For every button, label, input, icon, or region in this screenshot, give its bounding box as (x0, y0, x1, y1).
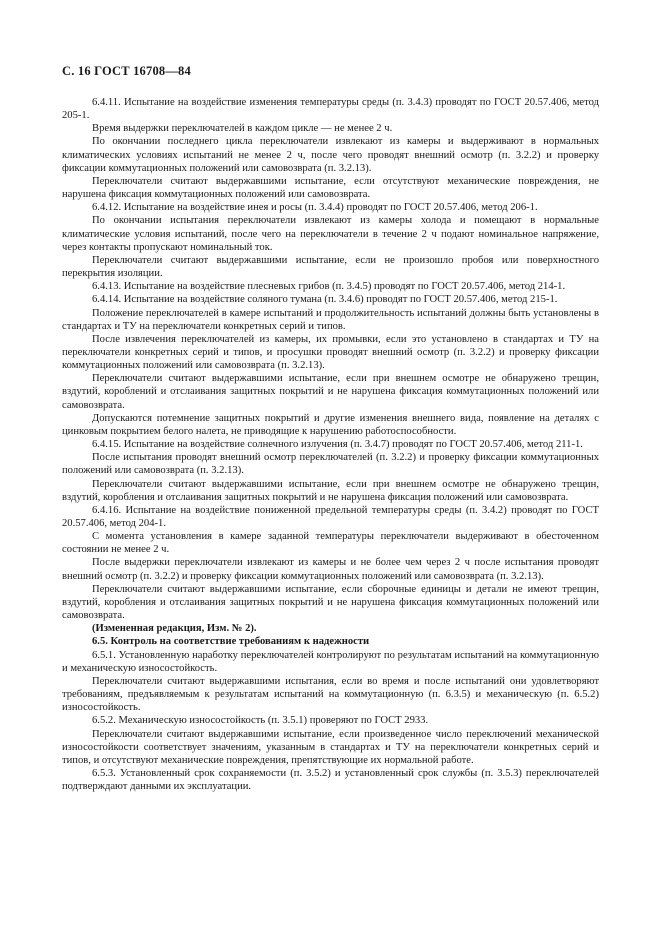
paragraph: 6.5.2. Механическую износостойкость (п. 3.5.1) проверяют по ГОСТ 2933. (92, 715, 429, 727)
paragraph: (Измененная редакция, Изм. № 2). (92, 623, 257, 635)
paragraph: 6.5.3. Установленный срок сохраняемости (п. 3.5.2) и установленный срок службы (п. 3.5.3) переключателей подтверждают данными их эксплуатации. (62, 767, 599, 793)
paragraph: 6.5.1. Установленную наработку переключателей контролируют по результатам испытаний на коммутационную и механическую износостойкость. (62, 649, 599, 674)
paragraph: После выдержки переключатели извлекают из камеры и не более чем через 2 ч после испытания проводят внешний осмотр (п. 3.2.2) и проверку фиксации коммутационных положений или самовозврата (п. 3.2.13). (62, 557, 599, 582)
paragraph: 6.5. Контроль на соответствие требованиям к надежности (92, 636, 370, 648)
paragraph: Переключатели считают выдержавшими испытание, если при внешнем осмотре не обнаружено трещин, вздутий, короблений и отслаивания защитных покрытий и не нарушена фиксация коммутационных положений или самовозврата. (62, 373, 599, 411)
paragraph: Переключатели считают выдержавшими испытания, если во время и после испытаний они удовлетворяют требованиям, предъявляемым к результатам испытаний на коммутационную (п. 6.3.5) и механическую (п. 6.5.2) износостойкость. (62, 675, 599, 714)
paragraph: Время выдержки переключателей в каждом цикле — не менее 2 ч. (92, 123, 393, 135)
paragraph: Переключатели считают выдержавшими испытание, если отсутствуют механические повреждения, не нарушена фиксация коммутационных положений или самовозврата. (62, 175, 599, 201)
document-body (62, 96, 599, 793)
paragraph: Положение переключателей в камере испытаний и продолжительность испытаний должны быть установлены в стандартах и ТУ на переключатели конкретных серий и типов. (62, 307, 599, 332)
paragraph: После извлечения переключателей из камеры, их промывки, если это установлено в стандартах и ТУ на переключатели конкретных серий и типов, и просушки проводят внешний осмотр (п. 3.2.2) и проверку фиксации коммутационных положений или самовозврата (п. 3.2.13). (62, 333, 599, 372)
paragraph: Переключатели считают выдержавшими испытание, если при внешнем осмотре не обнаружено трещин, вздутий, коробления и отслаивания защитных покрытий и не нарушена фиксация положений или самовозврата. (62, 478, 599, 503)
paragraph: 6.4.16. Испытание на воздействие пониженной предельной температуры среды (п. 3.4.2) проводят по ГОСТ 20.57.406, метод 204-1. (62, 504, 599, 529)
paragraph: Допускаются потемнение защитных покрытий и другие изменения внешнего вида, появление на деталях с цинковым покрытием белого налета, не приводящие к нарушению работоспособности. (62, 412, 599, 437)
page-header: С. 16 ГОСТ 16708—84 (62, 64, 191, 78)
paragraph: После испытания проводят внешний осмотр переключателей (п. 3.2.2) и проверку фиксации коммутационных положений или самовозврата (п. 3.2.13). (62, 452, 599, 477)
paragraph: По окончании последнего цикла переключатели извлекают из камеры и выдерживают в нормальных климатических условиях испытаний не менее 2 ч, после чего проводят внешний осмотр (п. 3.2.2) и проверку фиксации коммутационных положений или самовозврата (п. 3.2.13). (62, 136, 599, 174)
paragraph: Переключатели считают выдержавшими испытание, если не произошло пробоя или поверхностного перекрытия изоляции. (62, 254, 599, 280)
paragraph: 6.4.15. Испытание на воздействие солнечного излучения (п. 3.4.7) проводят по ГОСТ 20.57.406, метод 211-1. (92, 439, 583, 451)
paragraph: 6.4.12. Испытание на воздействие инея и росы (п. 3.4.4) проводят по ГОСТ 20.57.406, метод 206-1. (92, 202, 538, 214)
paragraph: 6.4.14. Испытание на воздействие соляного тумана (п. 3.4.6) проводят по ГОСТ 20.57.406, метод 215-1. (92, 294, 558, 306)
paragraph: По окончании испытания переключатели извлекают из камеры холода и помещают в нормальные климатические условия испытаний, после чего на переключатели в течение 2 ч подают номинальное напряжение, через контакты пропускают номинальный ток. (62, 215, 599, 253)
paragraph: 6.4.13. Испытание на воздействие плесневых грибов (п. 3.4.5) проводят по ГОСТ 20.57.406, метод 214-1. (92, 281, 566, 293)
paragraph: Переключатели считают выдержавшими испытание, если сборочные единицы и детали не имеют трещин, вздутий, коробления и отслаивания защитных покрытий и не нарушена фиксация коммутационных положений или самовозврата. (62, 583, 599, 622)
paragraph: С момента установления в камере заданной температуры переключатели выдерживают в обесточенном состоянии не менее 2 ч. (62, 531, 599, 556)
paragraph: 6.4.11. Испытание на воздействие изменения температуры среды (п. 3.4.3) проводят по ГОСТ 20.57.406, метод 205-1. (62, 97, 599, 122)
paragraph: Переключатели считают выдержавшими испытание, если произведенное число переключений механической износостойкости соответствует значениям, указанным в стандартах и ТУ на переключатели конкретных серий и типов, и отсутствуют механические повреждения, препятствующие их нормальной работе. (62, 728, 599, 766)
